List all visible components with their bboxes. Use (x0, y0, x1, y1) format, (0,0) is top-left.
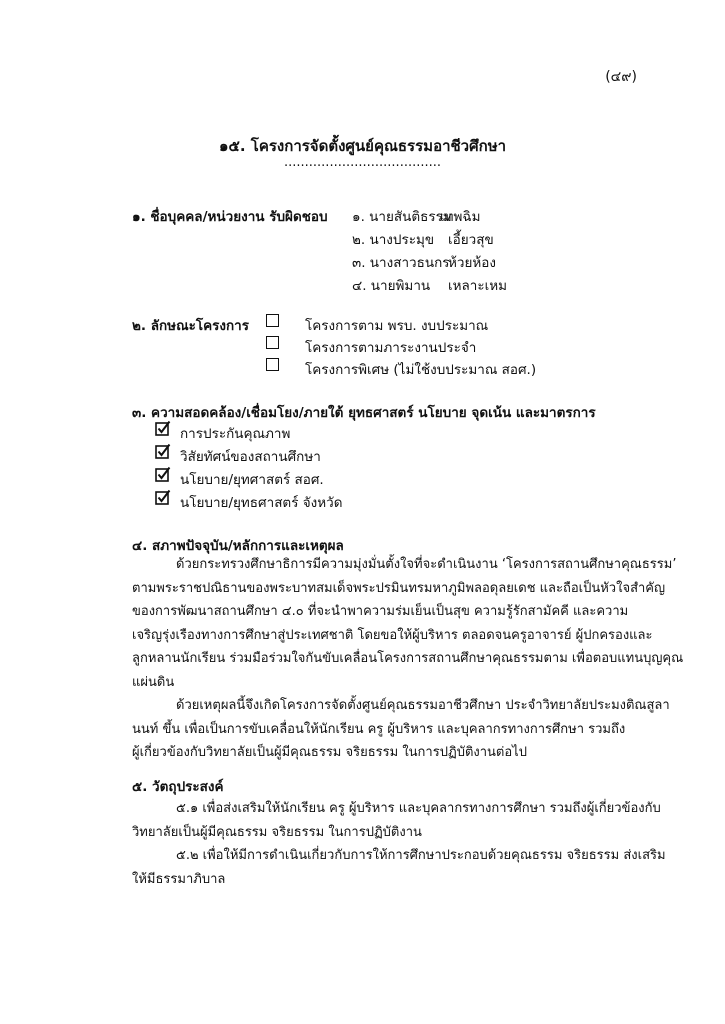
section-4-heading: ๔. สภาพปัจจุบัน/หลักการและเหตุผล (132, 538, 344, 554)
paragraph-line: ลูกหลานนักเรียน ร่วมมือร่วมใจกันขับเคลื่อนโครงการสถานศึกษาคุณธรรมตาม เพื่อตอบแทนบุญคุณ (132, 651, 684, 666)
project-type-option-label: โครงการพิเศษ (ไม่ใช้งบประมาณ สอศ.) (305, 362, 537, 378)
section-1-heading: ๑. ชื่อบุคคล/หน่วยงาน รับผิดชอบ (132, 209, 328, 225)
project-type-checkbox-empty-icon[interactable] (266, 336, 279, 349)
section-5-heading: ๕. วัตถุประสงค์ (132, 779, 224, 795)
alignment-item-label: การประกันคุณภาพ (180, 426, 291, 442)
page-number: (๔๙) (605, 69, 637, 85)
person-name: ๒. นางประมุข (352, 232, 435, 248)
objective-line: วิทยาลัยเป็นผู้มีคุณธรรม จริยธรรม ในการปฏิบัติงาน (132, 824, 422, 840)
person-surname: ห้วยห้อง (448, 255, 496, 271)
alignment-item-label: วิสัยทัศน์ของสถานศึกษา (180, 449, 321, 465)
objective-line: ๕.๑ เพื่อส่งเสริมให้นักเรียน ครู ผู้บริหาร และบุคลากรทางการศึกษา รวมถึงผู้เกี่ยวข้องกับ (176, 801, 661, 816)
document-title: ๑๕. โครงการจัดตั้งศูนย์คุณธรรมอาชีวศึกษา (218, 137, 507, 155)
person-name: ๔. นายพิมาน (352, 278, 431, 294)
person-surname: เอี้ยวสุข (448, 232, 494, 248)
paragraph-line: เจริญรุ่งเรืองทางการศึกษาสู่ประเทศชาติ โดยขอให้ผู้บริหาร ตลอดจนครูอาจารย์ ผู้ปกครองและ (132, 627, 653, 643)
checked-checkbox-icon[interactable] (155, 443, 171, 459)
paragraph-line: ของการพัฒนาสถานศึกษา ๔.๐ ที่จะนำพาความร่มเย็นเป็นสุข ความรู้รักสามัคคี และความ (132, 604, 629, 619)
paragraph-line: ตามพระราชปณิธานของพระบาทสมเด็จพระปรมินทรมหาภูมิพลอดุลยเดช และถือเป็นหัวใจสำคัญ (132, 580, 666, 596)
paragraph-line: นนท์ ขึ้น เพื่อเป็นการขับเคลื่อนให้นักเรียน ครู ผู้บริหาร และบุคลากรทางการศึกษา รวมถึง (132, 721, 626, 737)
checked-checkbox-icon[interactable] (155, 466, 171, 482)
objective-line: ให้มีธรรมาภิบาล (132, 871, 226, 887)
section-3-heading: ๓. ความสอดคล้อง/เชื่อมโยง/ภายใต้ ยุทธศาสตร์ นโยบาย จุดเน้น และมาตรการ (132, 405, 596, 421)
person-name: ๓. นางสาวธนกร (352, 255, 450, 271)
paragraph-line: ด้วยเหตุผลนี้จึงเกิดโครงการจัดตั้งศูนย์คุณธรรมอาชีวศึกษา ประจำวิทยาลัยประมงติณสูลา (176, 698, 670, 713)
objective-line: ๕.๒ เพื่อให้มีการดำเนินเกี่ยวกับการให้การศึกษาประกอบด้วยคุณธรรม จริยธรรม ส่งเสริม (176, 848, 666, 863)
person-surname: เทพฉิม (440, 209, 481, 225)
paragraph-line: ผู้เกี่ยวข้องกับวิทยาลัยเป็นผู้มีคุณธรรม จริยธรรม ในการปฏิบัติงานต่อไป (132, 745, 527, 760)
section-4-body (132, 553, 684, 765)
section-5-body (132, 797, 666, 891)
alignment-item-label: นโยบาย/ยุทศาสตร์ สอศ. (180, 472, 324, 488)
alignment-item-label: นโยบาย/ยุทธศาสตร์ จังหวัด (180, 495, 343, 511)
project-type-option-label: โครงการตาม พรบ. งบประมาณ (305, 318, 489, 334)
title-underline-dots: ...................................... (283, 155, 442, 170)
project-type-checkbox-empty-icon[interactable] (266, 358, 279, 371)
project-type-checkbox-empty-icon[interactable] (266, 314, 279, 327)
project-type-option-label: โครงการตามภาระงานประจำ (305, 340, 477, 356)
section-2-heading: ๒. ลักษณะโครงการ (132, 318, 249, 334)
paragraph-line: ด้วยกระทรวงศึกษาธิการมีความมุ่งมั่นตั้งใจที่จะดำเนินงาน ‘โครงการสถานศึกษาคุณธรรม’ (176, 557, 677, 572)
checked-checkbox-icon[interactable] (155, 420, 171, 436)
paragraph-line: แผ่นดิน (132, 674, 175, 690)
person-name: ๑. นายสันติธรรม (352, 209, 452, 225)
person-surname: เหลาะเหม (448, 278, 508, 294)
checked-checkbox-icon[interactable] (155, 489, 171, 505)
